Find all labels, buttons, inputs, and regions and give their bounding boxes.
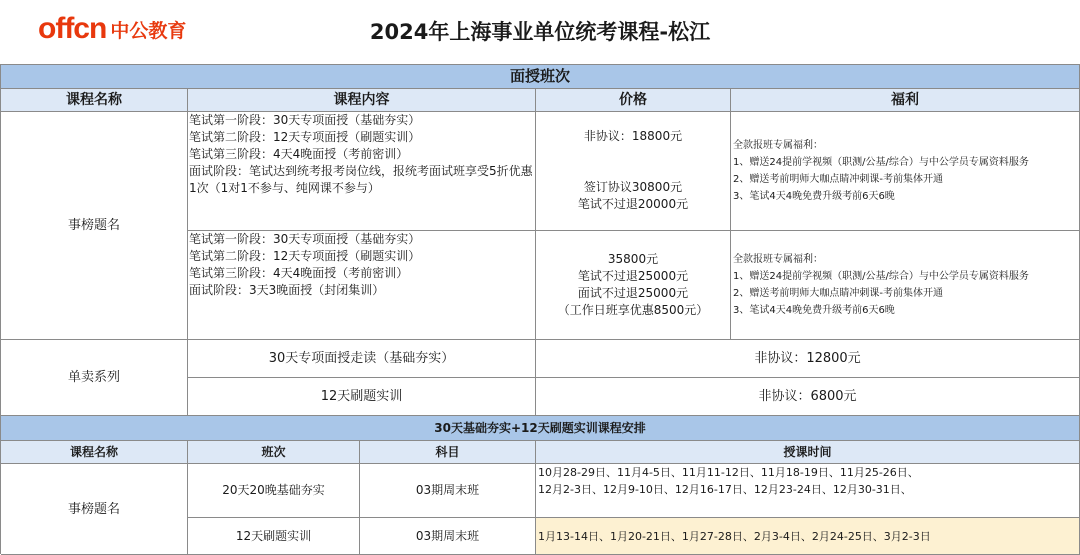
section1-header: 面授班次 [1,65,1080,89]
row1-content [188,112,536,231]
row1-price-line: 签订协议30800元 [583,180,683,194]
row2-price [536,231,731,340]
row1-content-line: 1次（1对1不参与、纯网课不参与） [189,181,380,195]
row2-content-line: 笔试第二阶段：12天专项面授（刷题实训） [189,249,421,263]
row1-price-top: 非协议：18800元 [583,129,683,143]
s2-col-time: 授课时间 [536,441,1080,464]
logo-text-en: offcn [38,12,107,45]
benefit-line: 1、赠送24提前学视频（职测/公基/综合）与中公学员专属资料服务 [733,157,1029,168]
row2-price-line: （工作日班享优惠8500元） [557,303,709,317]
benefit-line: 3、笔试4天4晚免费升级考前6天6晚 [733,191,895,202]
col-benefits: 福利 [731,89,1080,112]
group1-name: 事榜题名 [1,112,188,340]
row1-benefits [731,112,1080,231]
single-row-content: 30天专项面授走读（基础夯实） [188,340,536,378]
row1-content-line: 笔试第一阶段：30天专项面授（基础夯实） [189,113,421,127]
benefit-line: 全款报班专属福利： [733,254,823,265]
group2-name: 单卖系列 [1,340,188,416]
s2-course-name: 事榜题名 [1,464,188,555]
page-title: 2024年上海事业单位统考课程-松江 [369,20,711,44]
benefit-line: 2、赠送考前明师大咖点睛冲刺课-考前集体开通 [733,288,943,299]
col-price: 价格 [536,89,731,112]
header [0,0,1080,64]
s2-col-class: 班次 [188,441,360,464]
single-row-price: 非协议：12800元 [536,340,1080,378]
s2-col-course-name: 课程名称 [1,441,188,464]
col-course-name: 课程名称 [1,89,188,112]
row2-content-line: 笔试第一阶段：30天专项面授（基础夯实） [189,232,421,246]
single-row-content: 12天刷题实训 [188,378,536,416]
row1-price [536,112,731,231]
row1-price-line: 笔试不过退20000元 [577,197,689,211]
benefit-line: 全款报班专属福利： [733,140,823,151]
row2-price-line: 35800元 [607,252,659,266]
row2-content-line: 面试阶段：3天3晚面授（封闭集训） [189,283,385,297]
row1-content-line: 笔试第二阶段：12天专项面授（刷题实训） [189,130,421,144]
s2-row1-time [536,464,1080,518]
row1-content-line: 笔试第三阶段：4天4晚面授（考前密训） [189,147,409,161]
row1-content-line: 面试阶段：笔试达到统考报考岗位线，报统考面试班享受5折优惠 [189,164,533,178]
row2-price-line: 面试不过退25000元 [577,286,689,300]
s2-col-subject: 科目 [360,441,536,464]
single-row-price: 非协议：6800元 [536,378,1080,416]
logo-text-cn: 中公教育 [110,19,187,42]
s2-row1-subject: 03期周末班 [360,464,536,518]
course-table [0,64,1080,554]
row2-content [188,231,536,340]
s2-row2-time: 1月13-14日、1月20-21日、1月27-28日、2月3-4日、2月24-25日、3月2-3日 [536,518,1080,555]
s2-row1-time-line: 10月28-29日、11月4-5日、11月11-12日、11月18-19日、11月25-26日、 [538,466,919,479]
benefit-line: 2、赠送考前明师大咖点睛冲刺课-考前集体开通 [733,174,943,185]
benefit-line: 3、笔试4天4晚免费升级考前6天6晚 [733,305,895,316]
s2-row2-subject: 03期周末班 [360,518,536,555]
row2-price-line: 笔试不过退25000元 [577,269,689,283]
section2-header: 30天基础夯实+12天刷题实训课程安排 [1,416,1080,441]
row2-benefits [731,231,1080,340]
s2-row2-class: 12天刷题实训 [188,518,360,555]
col-course-content: 课程内容 [188,89,536,112]
s2-row1-class: 20天20晚基础夯实 [188,464,360,518]
benefit-line: 1、赠送24提前学视频（职测/公基/综合）与中公学员专属资料服务 [733,271,1029,282]
row2-content-line: 笔试第三阶段：4天4晚面授（考前密训） [189,266,409,280]
s2-row1-time-line: 12月2-3日、12月9-10日、12月16-17日、12月23-24日、12月30-31日、 [538,483,912,496]
